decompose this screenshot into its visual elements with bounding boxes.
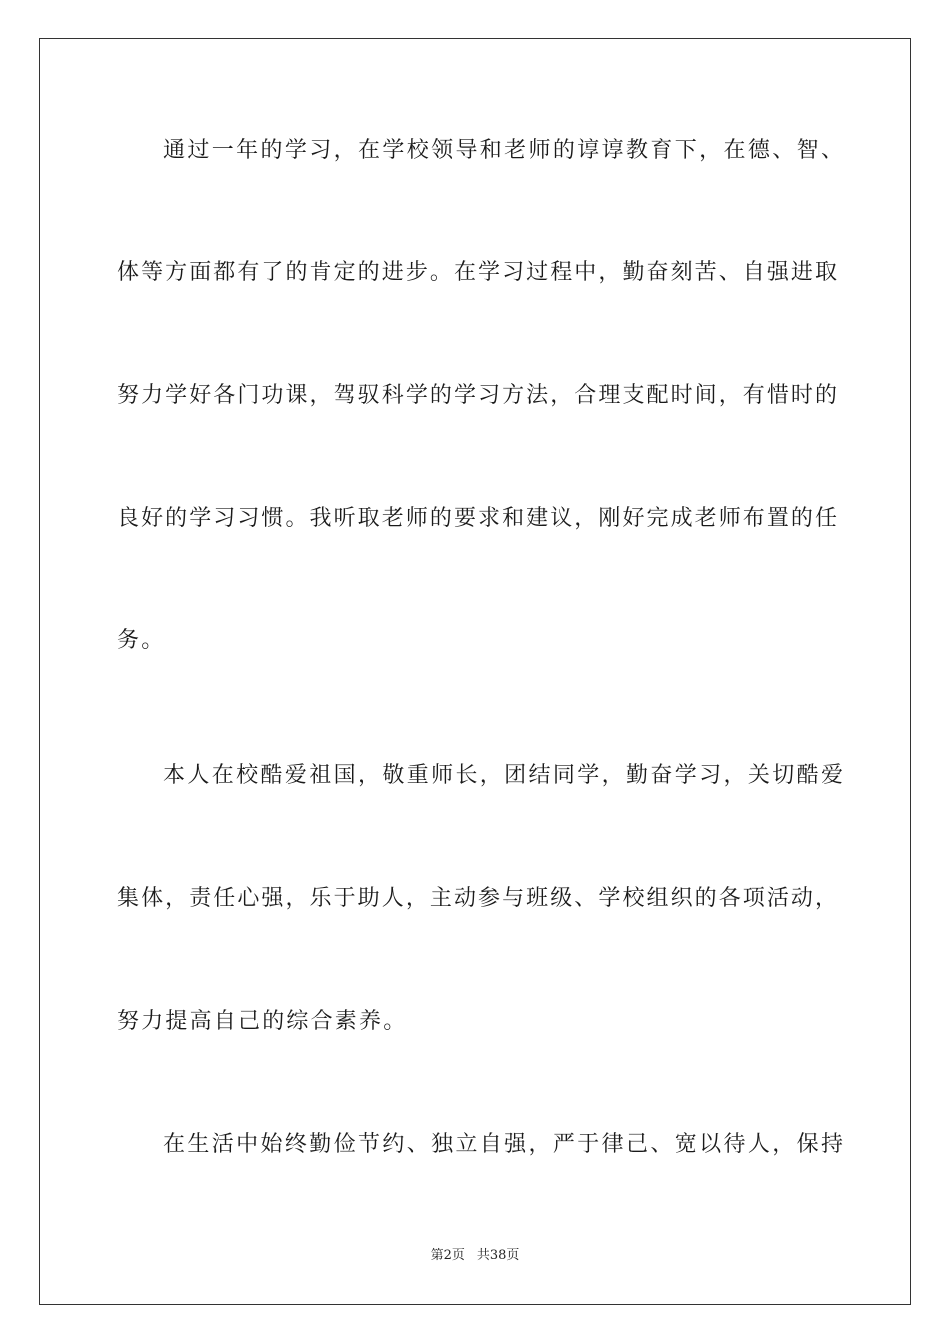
paragraph-1-line-2: 体等方面都有了的肯定的进步。在学习过程中，勤奋刻苦、自强进取 [117, 260, 837, 285]
paragraph-2-line-1: 本人在校酷爱祖国，敬重师长，团结同学，勤奋学习，关切酷爱 [163, 763, 843, 788]
paragraph-2-line-2: 集体，责任心强，乐于助人，主动参与班级、学校组织的各项活动， [117, 886, 837, 911]
paragraph-1-line-3: 努力学好各门功课，驾驭科学的学习方法，合理支配时间，有惜时的 [117, 383, 837, 408]
paragraph-3-line-1: 在生活中始终勤俭节约、独立自强，严于律己、宽以待人，保持 [163, 1132, 843, 1157]
paragraph-1-line-4: 良好的学习习惯。我听取老师的要求和建议，刚好完成老师布置的任 [117, 506, 837, 531]
paragraph-2-line-3: 努力提高自己的综合素养。 [117, 1009, 408, 1034]
page-footer [0, 1247, 950, 1265]
paragraph-1-line-5: 务。 [117, 628, 166, 653]
page-number: 第2页 [430, 1248, 465, 1263]
paragraph-1-line-1: 通过一年的学习，在学校领导和老师的谆谆教育下，在德、智、 [163, 138, 843, 163]
page-frame [39, 38, 911, 1305]
page-total: 共38页 [476, 1248, 520, 1263]
